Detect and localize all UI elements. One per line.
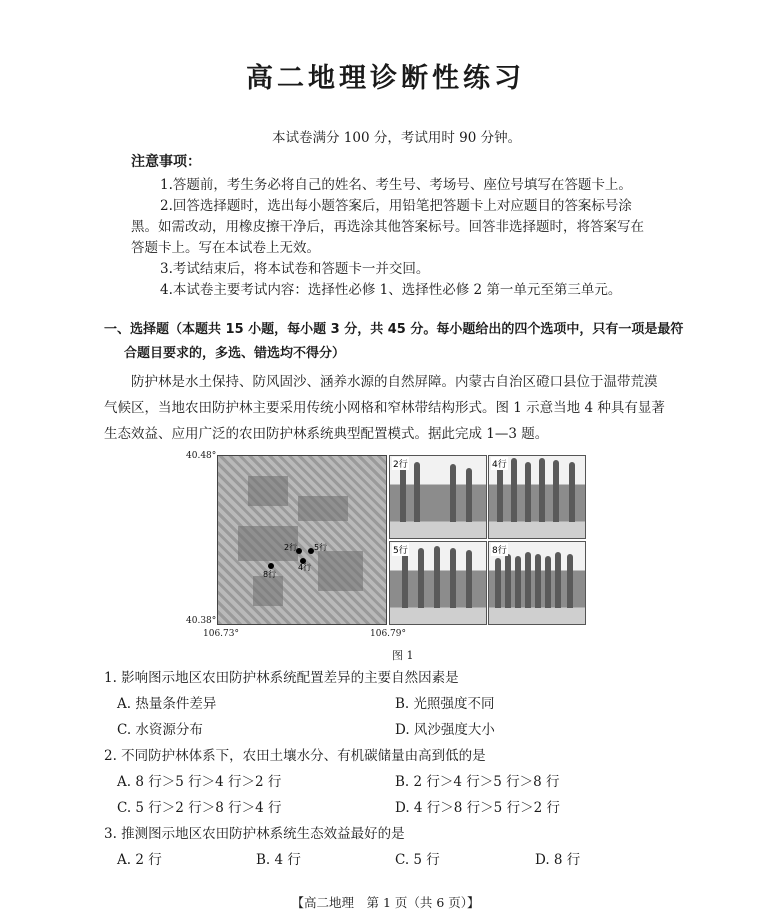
figure-1: [217, 455, 586, 625]
photo-8-rows: [488, 541, 586, 625]
photo-label: 5行: [392, 543, 409, 556]
notice-header: 注意事项：: [131, 154, 201, 170]
map-point-label: 8行: [263, 570, 277, 579]
section-heading: 一、选择题（本题共 15 小题，每小题 3 分，共 45 分。每小题给出的四个选项中，只有一项是最符: [104, 322, 684, 337]
map-point-label: 4行: [298, 563, 312, 572]
option-d: D. 风沙强度大小: [395, 722, 495, 738]
notice-line: 3.考试结束后，将本试卷和答题卡一并交回。: [160, 261, 430, 277]
page-title: 高二地理诊断性练习: [246, 63, 525, 94]
longitude-right-label: 106.79°: [370, 629, 406, 639]
photo-5-rows: [389, 541, 487, 625]
exam-intro: 本试卷满分 100 分，考试用时 90 分钟。: [272, 130, 522, 146]
question-stem: 2. 不同防护林体系下，农田土壤水分、有机碳储量由高到低的是: [104, 748, 486, 764]
section-heading: 合题目要求的，多选、错选均不得分）: [124, 346, 346, 361]
option-c: C. 水资源分布: [117, 722, 203, 738]
question-stem: 3. 推测图示地区农田防护林系统生态效益最好的是: [104, 826, 405, 842]
question-stem: 1. 影响图示地区农田防护林系统配置差异的主要自然因素是: [104, 670, 459, 686]
option-b: B. 2 行＞4 行＞5 行＞8 行: [395, 774, 560, 790]
option-b: B. 光照强度不同: [395, 696, 495, 712]
photo-label: 4行: [491, 457, 508, 470]
option-d: D. 4 行＞8 行＞5 行＞2 行: [395, 800, 560, 816]
notice-line: 4.本试卷主要考试内容：选择性必修 1、选择性必修 2 第一单元至第三单元。: [160, 282, 622, 298]
notice-line: 答题卡上。写在本试卷上无效。: [131, 240, 320, 256]
option-a: A. 8 行＞5 行＞4 行＞2 行: [117, 774, 282, 790]
option-b: B. 4 行: [256, 852, 301, 868]
map-point-label: 5行: [314, 543, 328, 552]
passage-line: 防护林是水土保持、防风固沙、涵养水源的自然屏障。内蒙古自治区磴口县位于温带荒漠: [131, 374, 658, 390]
notice-line: 1.答题前，考生务必将自己的姓名、考生号、考场号、座位号填写在答题卡上。: [160, 177, 632, 193]
photo-label: 2行: [392, 457, 409, 470]
passage-line: 生态效益、应用广泛的农田防护林系统典型配置模式。据此完成 1—3 题。: [104, 426, 549, 442]
option-a: A. 热量条件差异: [117, 696, 217, 712]
longitude-left-label: 106.73°: [203, 629, 239, 639]
option-c: C. 5 行: [395, 852, 440, 868]
figure-caption: 图 1: [392, 649, 414, 662]
page-footer: 【高二地理 第 1 页（共 6 页）】: [291, 895, 480, 910]
photo-label: 8行: [491, 543, 508, 556]
photo-4-rows: [488, 455, 586, 539]
notice-line: 2.回答选择题时，选出每小题答案后，用铅笔把答题卡上对应题目的答案标号涂: [160, 198, 632, 214]
notice-line: 黑。如需改动，用橡皮擦干净后，再选涂其他答案标号。回答非选择题时，将答案写在: [131, 219, 644, 235]
photo-2-rows: [389, 455, 487, 539]
latitude-bottom-label: 40.38°: [186, 616, 217, 626]
passage-line: 气候区，当地农田防护林主要采用传统小网格和窄林带结构形式。图 1 示意当地 4 种具有显著: [104, 400, 665, 416]
latitude-top-label: 40.48°: [186, 451, 217, 461]
option-c: C. 5 行＞2 行＞8 行＞4 行: [117, 800, 282, 816]
map-point-label: 2行: [284, 543, 298, 552]
option-d: D. 8 行: [535, 852, 581, 868]
option-a: A. 2 行: [117, 852, 162, 868]
satellite-map: [217, 455, 387, 625]
